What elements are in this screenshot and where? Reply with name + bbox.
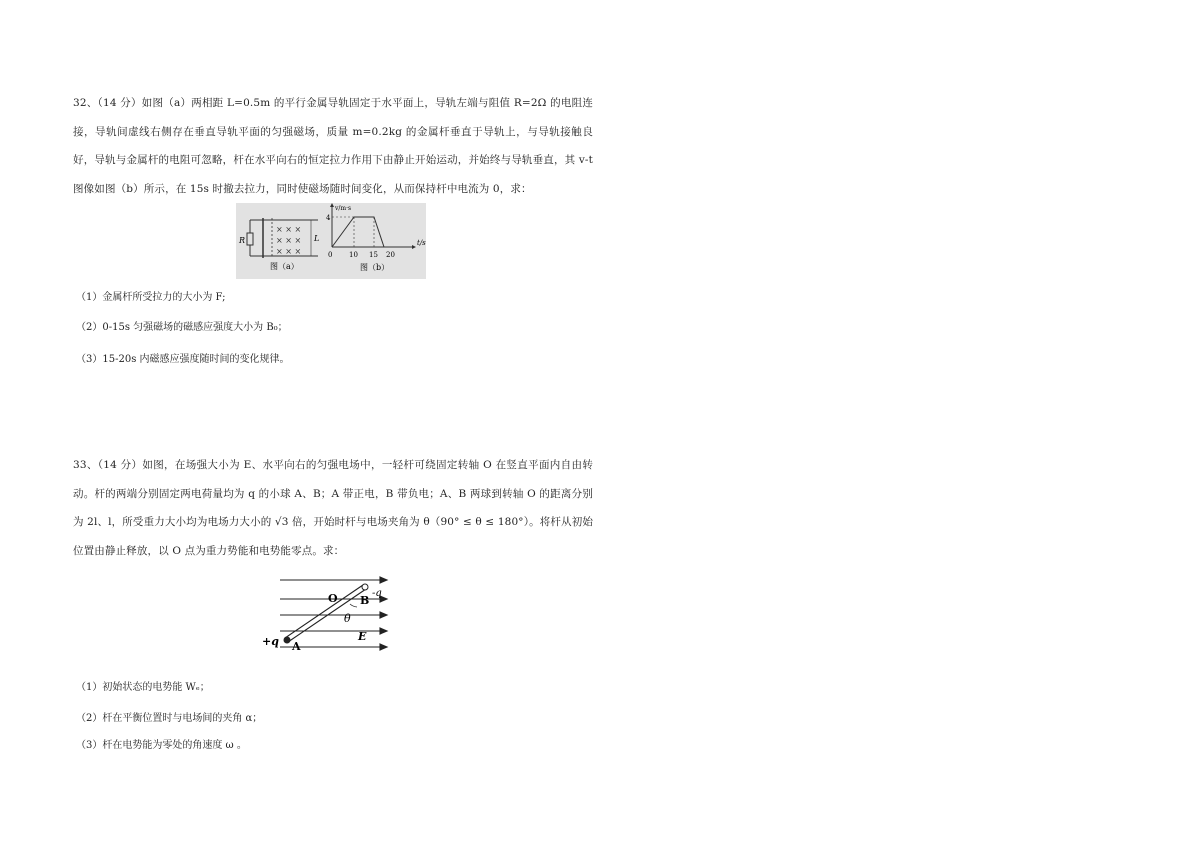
fig-b-tick-15: 15 bbox=[369, 251, 378, 259]
fig-minus-q-label: -q bbox=[372, 588, 382, 599]
problem-32-question-3: （3）15-20s 内磁感应强度随时间的变化规律。 bbox=[76, 354, 290, 365]
fig-pivot-O-label: O bbox=[328, 592, 338, 605]
fig-a-resistor-label: R bbox=[239, 236, 246, 245]
problem-32-figure bbox=[236, 203, 426, 279]
svg-text:× × ×: × × × bbox=[276, 247, 302, 256]
fig-b-caption: 图（b） bbox=[360, 263, 390, 272]
fig-b-tick-20: 20 bbox=[386, 251, 395, 259]
fig-a-caption: 图（a） bbox=[270, 262, 299, 271]
problem-33-question-1: （1）初始状态的电势能 Wₑ； bbox=[76, 682, 210, 693]
problem-33-question-3: （3）杆在电势能为零处的角速度 ω 。 bbox=[76, 740, 247, 751]
problem-33-text: 33、（14 分）如图，在场强大小为 E、水平向右的匀强电场中，一轻杆可绕固定转轴 O 在竖直平面内自由转动。杆的两端分别固定两电荷量均为 q 的小球 A、B；A 带正电，B 带负电；A、B 两球到转轴 O 的距离分别为 2l、l，所受重力大小均为电场力大小的 √3 倍，开始时杆与电场夹角为 θ（90° ≤ θ ≤ 180°）。将杆从初始位置由静止释放，以 O 点为重力势能和电势能零点。求： bbox=[73, 459, 594, 557]
rod-in-field-diagram bbox=[262, 574, 392, 652]
fig-field-E-label: E bbox=[358, 630, 367, 643]
problem-32-question-2: （2）0-15s 匀强磁场的磁感应强度大小为 B₀； bbox=[76, 322, 288, 333]
fig-b-tick-10: 10 bbox=[349, 251, 358, 259]
fig-b-origin: 0 bbox=[328, 251, 333, 259]
problem-33-question-2: （2）杆在平衡位置时与电场间的夹角 α； bbox=[76, 713, 263, 724]
fig-ball-B-label: B bbox=[360, 594, 370, 607]
problem-32-text: 32、（14 分）如图（a）两相距 L=0.5m 的平行金属导轨固定于水平面上，导轨左端与阻值 R=2Ω 的电阻连接，导轨间虚线右侧存在垂直导轨平面的匀强磁场，质量 m=0.2kg 的金属杆垂直于导轨上，与导轨接触良好，导轨与金属杆的电阻可忽略，杆在水平向右的恒定拉力作用下由静止开始运动，并始终与导轨垂直，其 v-t 图像如图（b）所示，在 15s 时撤去拉力，同时使磁场随时间变化，从而保持杆中电流为 0，求： bbox=[73, 97, 593, 195]
fig-a-length-label: L bbox=[314, 234, 320, 243]
fig-b-yaxis-label: v/m·s bbox=[335, 205, 352, 212]
fig-ball-A-label: A bbox=[292, 640, 301, 652]
fig-plus-q-label: +q bbox=[262, 635, 279, 648]
problem-33-figure bbox=[262, 574, 392, 652]
svg-text:× × ×: × × × bbox=[276, 225, 302, 234]
svg-text:× × ×: × × × bbox=[276, 236, 302, 245]
rail-and-vt-diagram bbox=[236, 203, 426, 279]
problem-32-question-1: （1）金属杆所受拉力的大小为 F; bbox=[76, 292, 226, 303]
fig-b-tick-4: 4 bbox=[326, 214, 331, 222]
fig-theta-label: θ bbox=[344, 612, 351, 625]
fig-b-xaxis-label: t/s bbox=[417, 239, 426, 247]
